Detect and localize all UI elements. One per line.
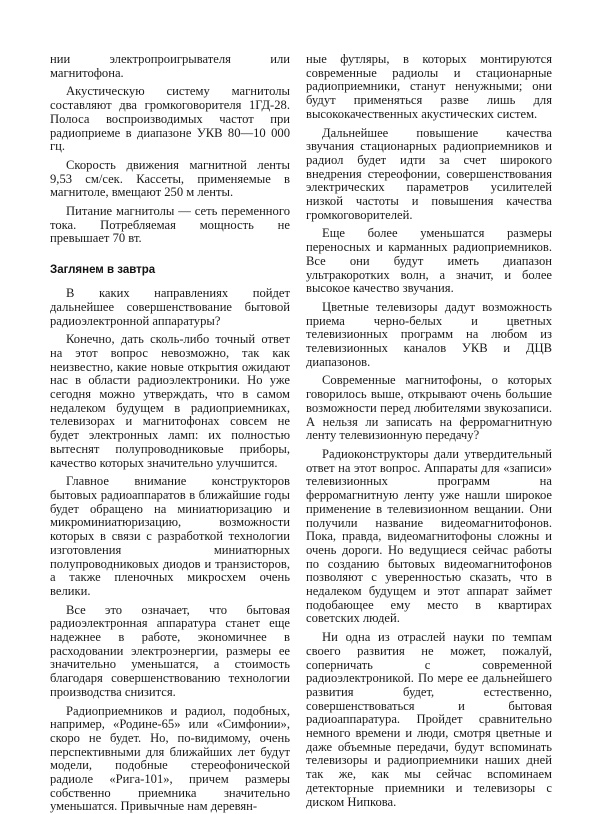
paragraph: нии электропроигрывателя или магнитофона. bbox=[50, 52, 290, 80]
paragraph: Современные магнитофоны, о которых говорилось выше, открывают очень большие возможности перед любителями звукозаписи. А нельзя ли записать на ферромагнитную ленту телевизионную передачу? bbox=[306, 373, 552, 443]
paragraph: Главное внимание конструкторов бытовых радиоаппаратов в ближайшие годы будет обращено на миниатюризацию и микроминиатюризацию, возможности которых в связи с разработкой технологии изготовления миниатюрных полупроводниковых диодов и транзисторов, а также пленочных микросхем очень велики. bbox=[50, 474, 290, 598]
paragraph: Скорость движения магнитной ленты 9,53 см/сек. Кассеты, применяемые в магнитоле, вмещают 250 м ленты. bbox=[50, 157, 290, 200]
paragraph: Питание магнитолы — сеть переменного тока. Потребляемая мощность не превышает 70 вт. bbox=[50, 204, 290, 246]
paragraph: Цветные телевизоры дадут возможность приема черно-белых и цветных телевизионных программ на любом из телевизионных каналов УКВ и ДЦВ диапазонов. bbox=[306, 299, 552, 369]
left-column bbox=[50, 53, 290, 814]
paragraph: Радиоконструкторы дали утвердительный ответ на этот вопрос. Аппараты для «записи» телевизионных программ на ферромагнитную ленту уже нашли широкое применение в телевизионном вещании. Они получили название видеомагнитофонов. Пока, правда, видеомагнитофоны сложны и очень дороги. Но ведущиеся сейчас работы по созданию бытовых видеомагнитофонов позволяют с уверенностью сказать, что в недалеком будущем и этот аппарат займет подобающее ему место в квартирах советских людей. bbox=[306, 446, 552, 626]
paragraph: ные футляры, в которых монтируются современные радиолы и стационарные радиоприемники, станут ненужными; они будут применяться разве лишь для высококачественных акустических систем. bbox=[306, 52, 552, 121]
paragraph: Все это означает, что бытовая радиоэлектронная аппаратура станет еще надежнее в работе, экономичнее в расходовании электроэнергии, размеры ее значительно уменьшатся, а стоимость благодаря совершенствованию технологии производства снизится. bbox=[50, 602, 290, 699]
paragraph: Еще более уменьшатся размеры переносных и карманных радиоприемников. Все они будут иметь диапазон ультракоротких волн, а значит, и более высокое качество звучания. bbox=[306, 226, 552, 296]
paragraph: Ни одна из отраслей науки по темпам своего развития не может, пожалуй, соперничать с современной радиоэлектроникой. По мере ее дальнейшего развития будет, естественно, совершенствоваться и бытовая радиоаппаратура. Пройдет сравнительно немного времени и люди, смотря цветные и даже объемные передачи, будут вспоминать телевизоры и радиоприемники наших дней так же, как мы сейчас вспоминаем детекторные приемники и телевизоры с диском Нипкова. bbox=[306, 630, 552, 809]
paragraph: Конечно, дать сколь-либо точный ответ на этот вопрос невозможно, так как неизвестно, какие новые открытия ожидают нас в области радиоэлектроники. Но уже сегодня можно утверждать, что в самом недалеком будущем в радиоприемниках, телевизорах и магнитофонах совсем не будет электронных ламп: их полностью вытеснят полупроводниковые приборы, качество которых значительно улучшится. bbox=[50, 332, 290, 470]
paragraph: Радиоприемников и радиол, подобных, например, «Родине-65» или «Симфонии», скоро не будет. Но, по-видимому, очень перспективными для ближайших лет будут модели, подобные стереофонической радиоле «Рига-101», причем размеры собственно приемника значительно уменьшатся. Привычные нам деревян- bbox=[50, 703, 290, 814]
paragraph: Дальнейшее повышение качества звучания стационарных радиоприемников и радиол будет идти за счет широкого внедрения стереофонии, совершенствования электрических параметров усилителей низкой частоты и повышения качества громкоговорителей. bbox=[306, 125, 552, 222]
paragraph: Акустическую систему магнитолы составляют два громкоговорителя 1ГД-28. Полоса воспроизводимых частот при радиоприеме в диапазоне УКВ 80—10 000 гц. bbox=[50, 84, 290, 154]
paragraph: В каких направлениях пойдет дальнейшее совершенствование бытовой радиоэлектронной аппаратуры? bbox=[50, 286, 290, 328]
section-heading: Заглянем в завтра bbox=[50, 264, 156, 277]
right-column bbox=[306, 53, 552, 809]
